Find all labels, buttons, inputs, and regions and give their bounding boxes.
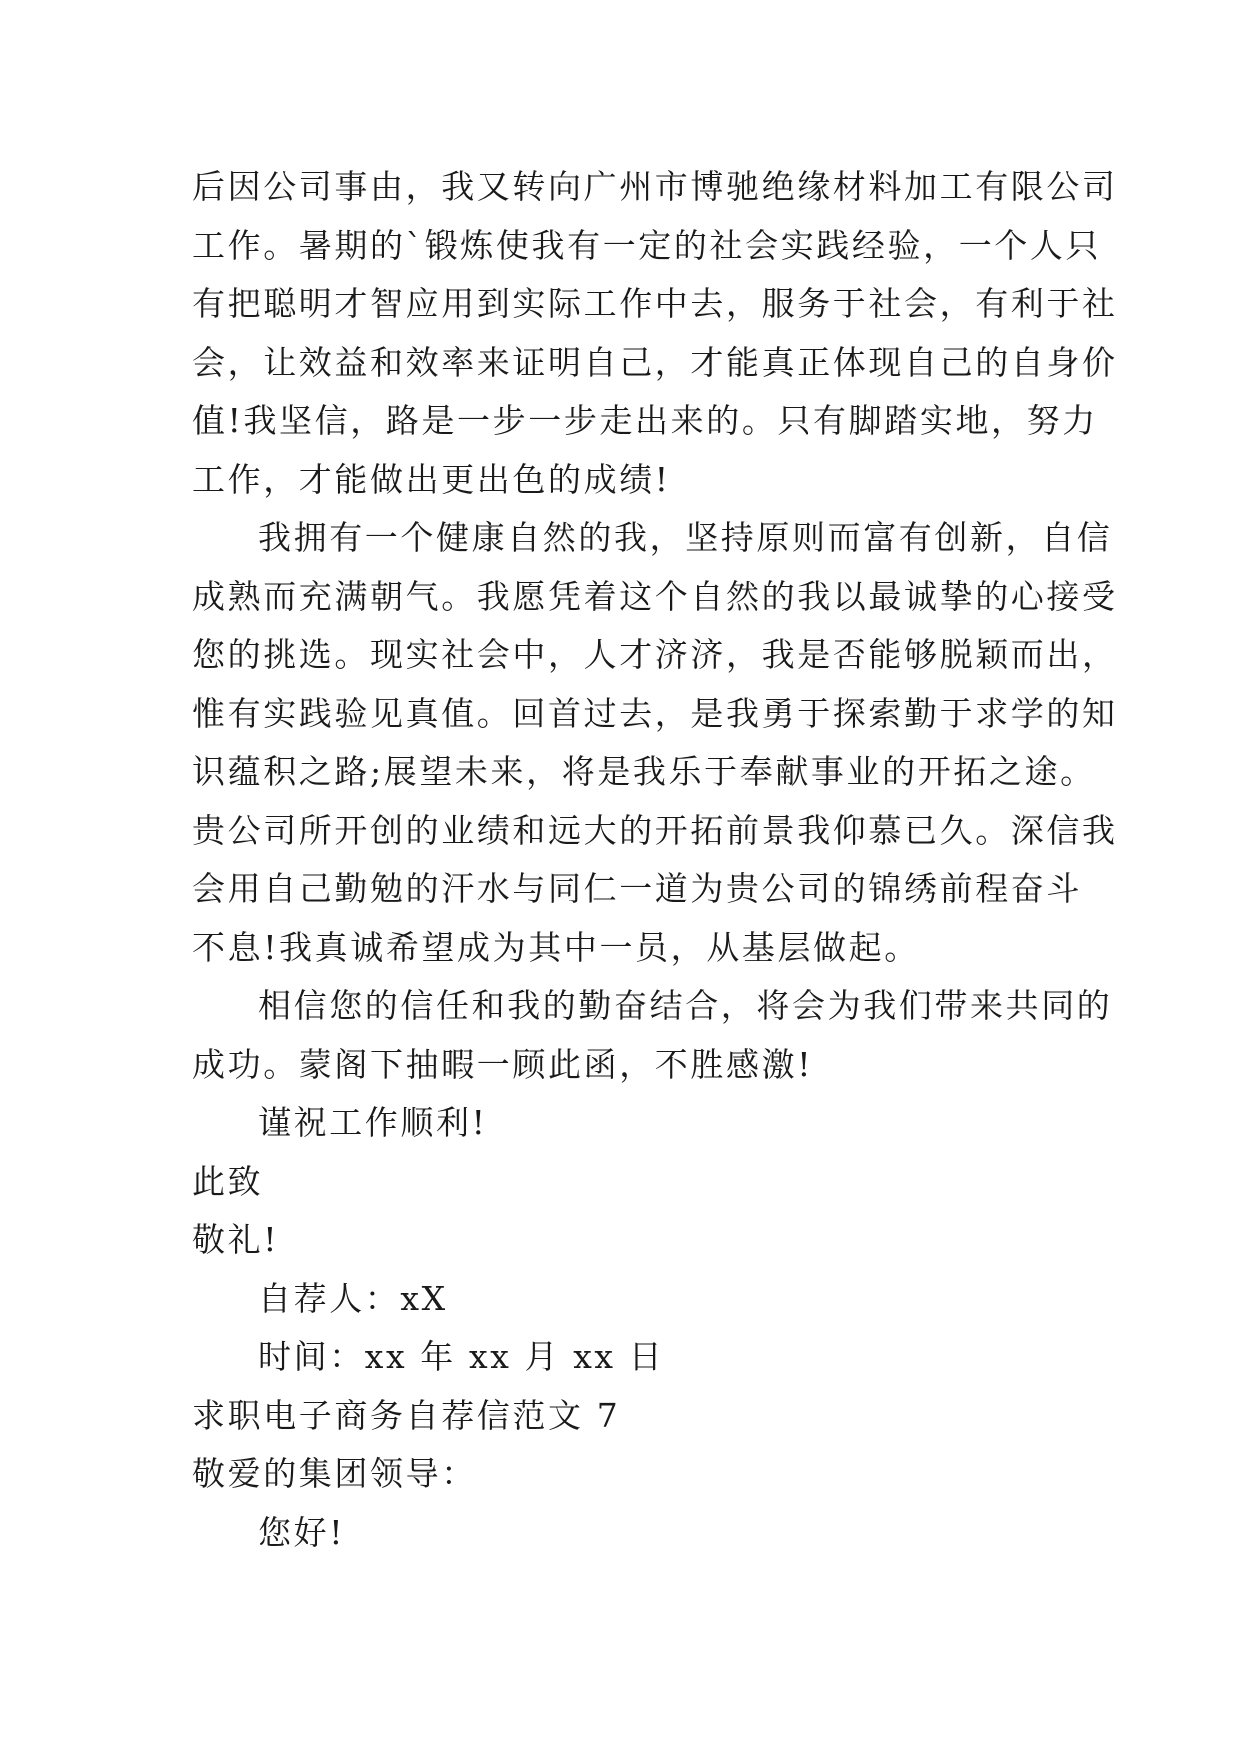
text-line: 您的挑选。现实社会中，人才济济，我是否能够脱颖而出， bbox=[192, 635, 1118, 674]
text-line: 谨祝工作顺利! bbox=[258, 1103, 488, 1142]
text-line: 值!我坚信，路是一步一步走出来的。只有脚踏实地，努力 bbox=[192, 401, 1098, 440]
text-line: 求职电子商务自荐信范文 7 bbox=[192, 1395, 621, 1435]
text-line: 敬礼! bbox=[192, 1220, 280, 1259]
text-line: 成功。蒙阁下抽暇一顾此函，不胜感激! bbox=[192, 1044, 814, 1084]
text-line: 工作。暑期的`锻炼使我有一定的社会实践经验，一个人只 bbox=[192, 225, 1102, 265]
text-line: 有把聪明才智应用到实际工作中去，服务于社会，有利于社 bbox=[192, 284, 1118, 323]
text-line: 您好! bbox=[258, 1512, 346, 1552]
text-line: 敬爱的集团领导： bbox=[192, 1454, 477, 1493]
text-line: 会，让效益和效率来证明自己，才能真正体现自己的自身价 bbox=[192, 342, 1118, 382]
text-line: 时间：xx 年 xx 月 xx 日 bbox=[258, 1337, 665, 1376]
text-line: 惟有实践验见真值。回首过去，是我勇于探索勤于求学的知 bbox=[192, 693, 1118, 733]
text-line: 成熟而充满朝气。我愿凭着这个自然的我以最诚挚的心接受 bbox=[192, 576, 1118, 616]
text-line: 不息!我真诚希望成为其中一员，从基层做起。 bbox=[192, 927, 920, 967]
text-line: 识蕴积之路;展望未来，将是我乐于奉献事业的开拓之途。 bbox=[192, 752, 1096, 791]
text-line: 后因公司事由，我又转向广州市博驰绝缘材料加工有限公司 bbox=[192, 167, 1118, 206]
text-line: 此致 bbox=[192, 1161, 264, 1201]
text-line: 会用自己勤勉的汗水与同仁一道为贵公司的锦绣前程奋斗 bbox=[192, 869, 1082, 908]
text-line: 自荐人：xX bbox=[258, 1278, 448, 1318]
text-line: 我拥有一个健康自然的我，坚持原则而富有创新，自信 bbox=[258, 518, 1113, 557]
document-body bbox=[192, 158, 1118, 1562]
text-line: 贵公司所开创的业绩和远大的开拓前景我仰慕已久。深信我 bbox=[192, 810, 1118, 850]
text-line: 工作，才能做出更出色的成绩! bbox=[192, 459, 671, 499]
text-line: 相信您的信任和我的勤奋结合，将会为我们带来共同的 bbox=[258, 986, 1113, 1025]
